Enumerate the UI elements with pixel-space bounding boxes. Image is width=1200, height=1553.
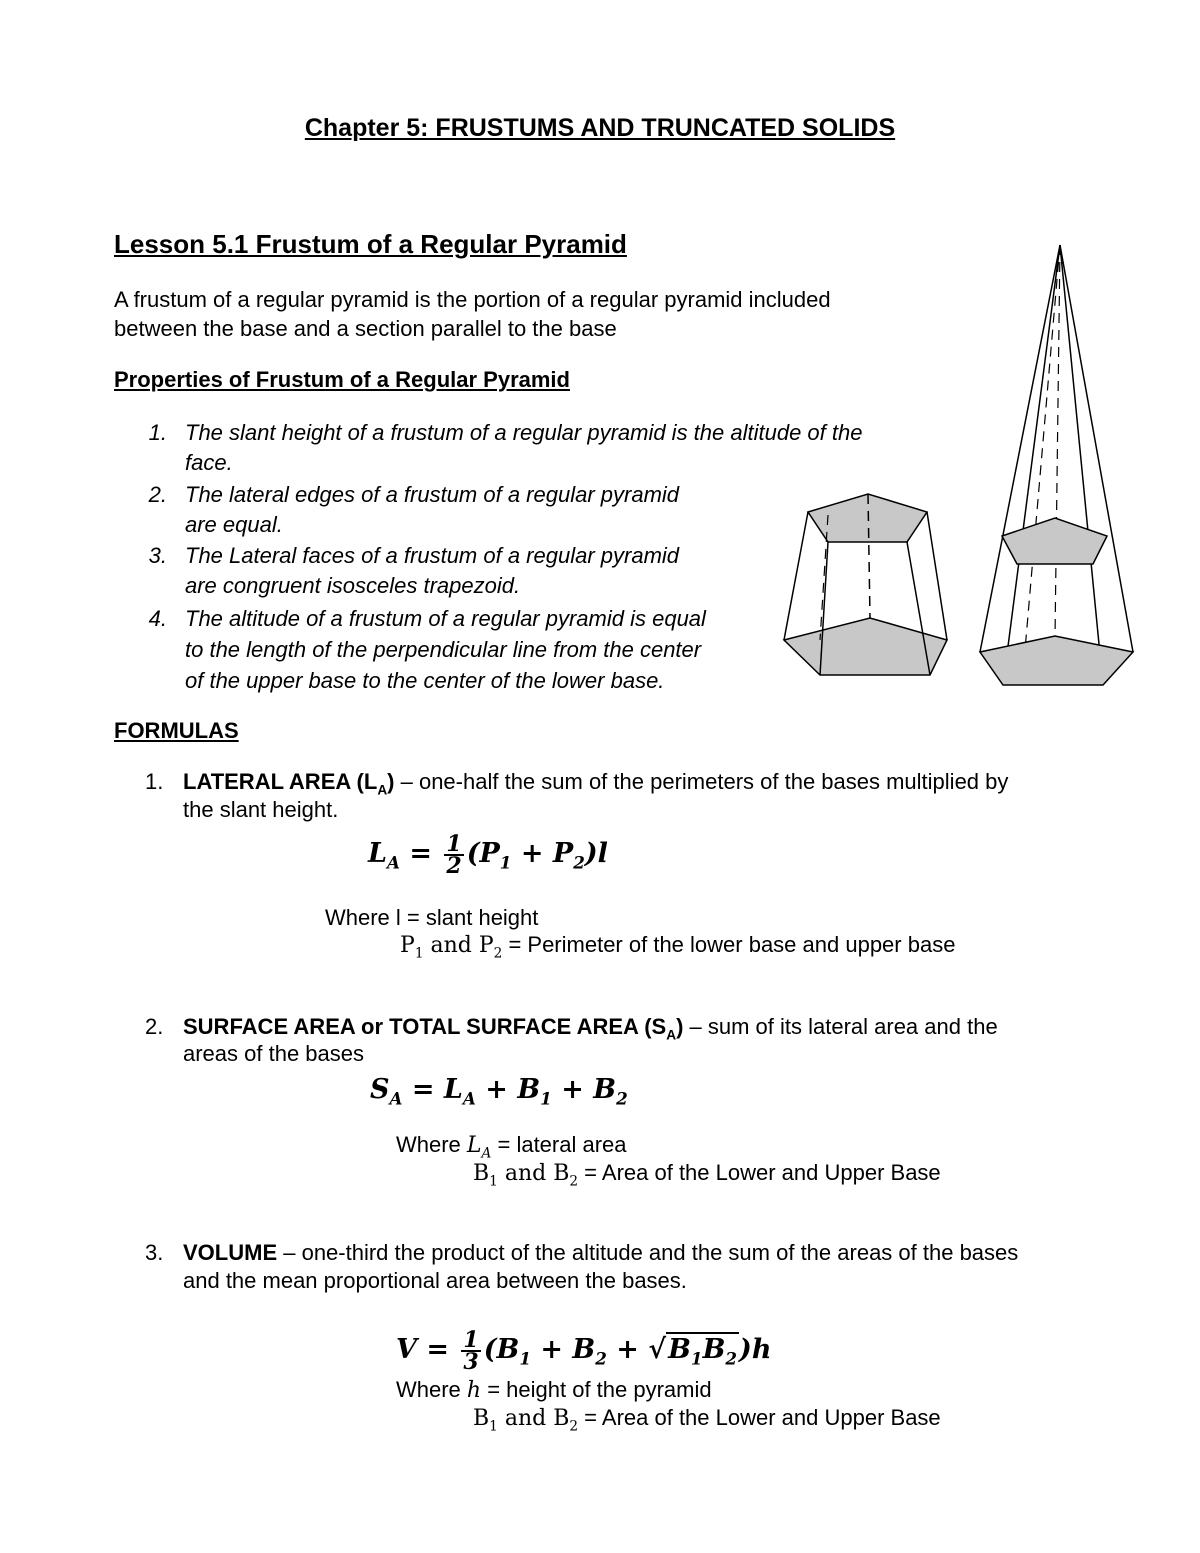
- math-sub: 1: [489, 1173, 498, 1190]
- math-symbol: B: [572, 1334, 596, 1365]
- math-sub: 1: [519, 1348, 531, 1369]
- property-text: are congruent isosceles trapezoid.: [185, 573, 521, 598]
- math-symbol: L: [368, 838, 387, 869]
- math-sub: 2: [569, 1173, 579, 1190]
- math-symbol: B: [473, 1161, 490, 1186]
- math-equals: =: [409, 838, 432, 869]
- and-text: and: [497, 1161, 554, 1186]
- math-symbol: L: [443, 1074, 463, 1105]
- math-symbol: B: [702, 1334, 726, 1365]
- lateral-area-formula: [368, 826, 608, 890]
- math-symbol: L: [466, 1133, 482, 1158]
- property-text: of the upper base to the center of the lower base.: [185, 668, 665, 693]
- property-text: The slant height of a frustum of a regular pyramid is the altitude of the: [185, 420, 863, 445]
- and-text: and: [497, 1406, 554, 1431]
- property-text: The altitude of a frustum of a regular pyramid is equal: [185, 606, 706, 631]
- math-symbol: B: [553, 1161, 570, 1186]
- math-symbol: (P: [466, 838, 500, 869]
- definition-line-1: A frustum of a regular pyramid is the portion of a regular pyramid included: [114, 287, 831, 312]
- formula-3-line-2: and the mean proportional area between the bases.: [183, 1268, 687, 1293]
- lesson-title: Lesson 5.1 Frustum of a Regular Pyramid: [114, 229, 627, 259]
- math-equals: =: [426, 1334, 449, 1365]
- where-text: = Perimeter of the lower base and upper base: [502, 932, 956, 957]
- formula-2-name-sub: A: [666, 1027, 677, 1043]
- math-symbol: P: [478, 933, 494, 958]
- math-sub: 1: [489, 1418, 498, 1435]
- where-label: Where: [396, 1132, 467, 1157]
- formula-3-where-1: [396, 1377, 712, 1404]
- math-plus: +: [616, 1334, 639, 1365]
- property-text: to the length of the perpendicular line from the center: [185, 637, 702, 662]
- property-number: 2.: [148, 482, 167, 507]
- fraction-denominator: 3: [463, 1348, 479, 1375]
- property-text: The Lateral faces of a frustum of a regular pyramid: [185, 543, 680, 568]
- fraction-denominator: 2: [446, 852, 462, 879]
- formula-1-where-2: [400, 932, 955, 966]
- math-plus: +: [485, 1074, 508, 1105]
- math-symbol: B: [517, 1074, 541, 1105]
- math-symbol: S: [370, 1074, 390, 1105]
- where-text: = lateral area: [491, 1132, 627, 1157]
- formula-1-name: LATERAL AREA (L: [183, 769, 378, 794]
- formula-3-number: 3.: [145, 1240, 164, 1265]
- sqrt-radicand: [666, 1332, 739, 1369]
- math-symbol: (B: [483, 1334, 520, 1365]
- math-symbol: B: [668, 1334, 691, 1365]
- math-symbol: B: [553, 1406, 570, 1431]
- formula-2-name: SURFACE AREA or TOTAL SURFACE AREA (S: [183, 1014, 667, 1039]
- formula-2-desc: – sum of its lateral area and the: [683, 1014, 998, 1039]
- formula-1-desc: – one-half the sum of the perimeters of the bases multiplied by: [394, 769, 1009, 794]
- pyramid-figure: [975, 240, 1140, 690]
- math-symbol: h: [466, 1378, 482, 1403]
- definition-line-2: between the base and a section parallel to the base: [114, 316, 617, 341]
- math-sub: 1: [499, 852, 512, 873]
- property-text: face.: [185, 450, 233, 475]
- chapter-title: Chapter 5: FRUSTUMS AND TRUNCATED SOLIDS: [304, 114, 896, 142]
- sqrt-icon: √: [648, 1334, 667, 1365]
- math-symbol: )l: [584, 838, 608, 869]
- math-symbol: P: [400, 933, 415, 958]
- formula-2-name-close: ): [676, 1014, 684, 1039]
- math-sub: 2: [595, 1348, 607, 1369]
- math-sub: 1: [690, 1348, 703, 1369]
- math-sub: 2: [493, 945, 503, 962]
- math-plus: +: [520, 838, 544, 869]
- math-plus: +: [540, 1334, 563, 1365]
- where-label: Where: [396, 1377, 467, 1402]
- formulas-heading: FORMULAS: [114, 718, 239, 743]
- formula-2-number: 2.: [145, 1014, 164, 1039]
- math-sub: A: [386, 852, 400, 873]
- math-sub: 2: [725, 1348, 738, 1369]
- surface-area-formula: [370, 1068, 628, 1120]
- where-text: = Area of the Lower and Upper Base: [578, 1160, 941, 1185]
- fraction-half: [444, 830, 463, 879]
- math-plus: +: [561, 1074, 584, 1105]
- property-text: are equal.: [185, 512, 283, 537]
- frustum-figure: [770, 480, 970, 680]
- formula-1-name-sub: A: [377, 782, 388, 798]
- formula-3-desc: – one-third the product of the altitude and the sum of the areas of the bases: [277, 1240, 1019, 1265]
- formula-2-where-2: [473, 1160, 941, 1194]
- formula-2-line-2: areas of the bases: [183, 1041, 365, 1066]
- math-symbol: )h: [739, 1334, 772, 1365]
- formula-1-where-1: Where l = slant height: [325, 905, 539, 930]
- math-sub: A: [389, 1088, 403, 1109]
- property-number: 4.: [148, 606, 167, 631]
- formula-1-number: 1.: [145, 769, 164, 794]
- math-symbol: B: [593, 1074, 617, 1105]
- formula-1-line-2: the slant height.: [183, 797, 339, 822]
- property-number: 1.: [148, 420, 167, 445]
- math-sub: 1: [540, 1088, 552, 1109]
- math-sub: A: [481, 1145, 492, 1162]
- math-symbol: B: [473, 1406, 490, 1431]
- and-text: and: [423, 933, 479, 958]
- fraction-numerator: 1: [463, 1326, 479, 1353]
- math-sub: 2: [569, 1418, 579, 1435]
- formula-3-line-1: [183, 1240, 1018, 1266]
- math-sub: A: [462, 1088, 476, 1109]
- where-text: = height of the pyramid: [481, 1377, 712, 1402]
- formula-1-name-close: ): [387, 769, 395, 794]
- property-text: The lateral edges of a frustum of a regular pyramid: [185, 482, 680, 507]
- math-symbol: P: [552, 838, 574, 869]
- math-sub: 2: [616, 1088, 628, 1109]
- properties-heading: Properties of Frustum of a Regular Pyramid: [114, 367, 570, 392]
- math-sub: 1: [414, 945, 424, 962]
- fraction-third: [461, 1326, 480, 1375]
- where-text: = Area of the Lower and Upper Base: [578, 1405, 941, 1430]
- property-number: 3.: [148, 543, 167, 568]
- fraction-numerator: 1: [446, 830, 462, 857]
- formula-3-where-2: [473, 1405, 941, 1439]
- math-symbol: V: [396, 1334, 417, 1365]
- math-sub: 2: [573, 852, 585, 873]
- formula-3-name: VOLUME: [183, 1240, 278, 1265]
- math-equals: =: [411, 1074, 435, 1105]
